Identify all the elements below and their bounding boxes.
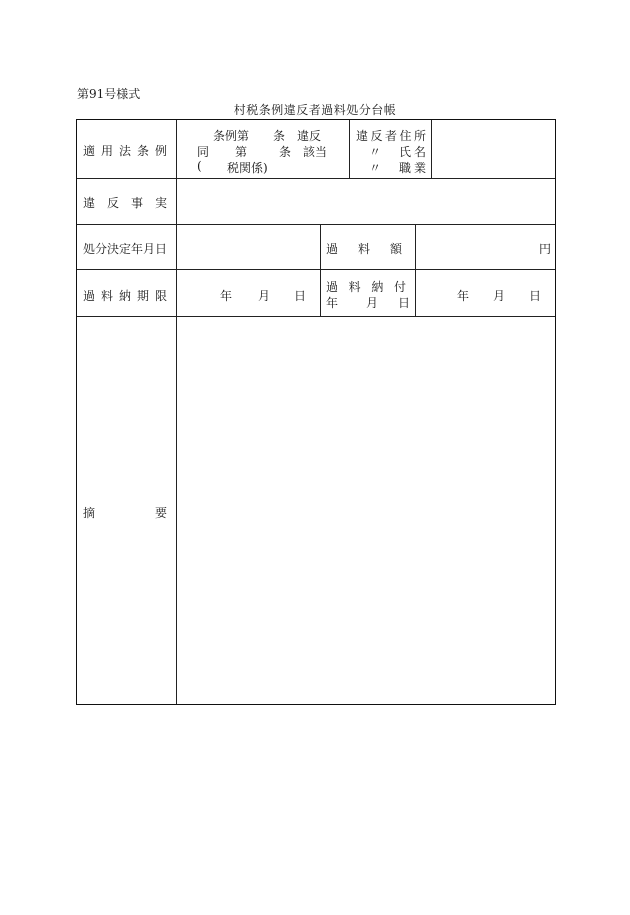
fine-amount-label: 過 料 額 — [326, 242, 402, 256]
decision-date-label: 処分決定年月日 — [83, 242, 168, 256]
violator-name-label: 〃 氏 名 — [369, 145, 427, 159]
applicable-law-field[interactable] — [177, 120, 349, 178]
fine-amount-field[interactable] — [416, 225, 536, 269]
payment-deadline-label: 過 料 納 期 限 — [83, 289, 167, 303]
law-article-line-3: ( 税関係) — [197, 159, 268, 175]
payment-notice-label: 過 料 納 付 — [326, 280, 406, 294]
summary-label: 摘 要 — [83, 506, 167, 520]
payment-notice-date-label: 年 月 日 — [326, 296, 411, 310]
column-divider — [320, 224, 321, 316]
violation-facts-field[interactable] — [177, 179, 555, 224]
document-title: 村税条例違反者過料処分台帳 — [233, 103, 397, 117]
column-divider — [349, 120, 350, 178]
law-article-line-2: 同 第 条 該当 — [197, 145, 328, 159]
form-number: 第91号様式 — [77, 87, 141, 101]
decision-date-field[interactable] — [177, 225, 320, 269]
payment-deadline-date: 年 月 日 — [220, 289, 307, 303]
violator-address-label: 違 反 者 住 所 — [356, 129, 426, 143]
law-article-line-1: 条例第 条 違反 — [213, 129, 322, 143]
applicable-law-label: 適 用 法 条 例 — [83, 144, 167, 158]
yen-unit: 円 — [539, 242, 552, 256]
summary-field[interactable] — [177, 317, 555, 704]
violator-occupation-label: 〃 職 業 — [369, 161, 427, 175]
payment-notice-date: 年 月 日 — [457, 289, 542, 303]
ledger-table — [76, 119, 556, 705]
row-divider — [77, 269, 555, 270]
violator-info-field[interactable] — [432, 120, 555, 178]
violation-facts-label: 違 反 事 実 — [83, 196, 167, 210]
